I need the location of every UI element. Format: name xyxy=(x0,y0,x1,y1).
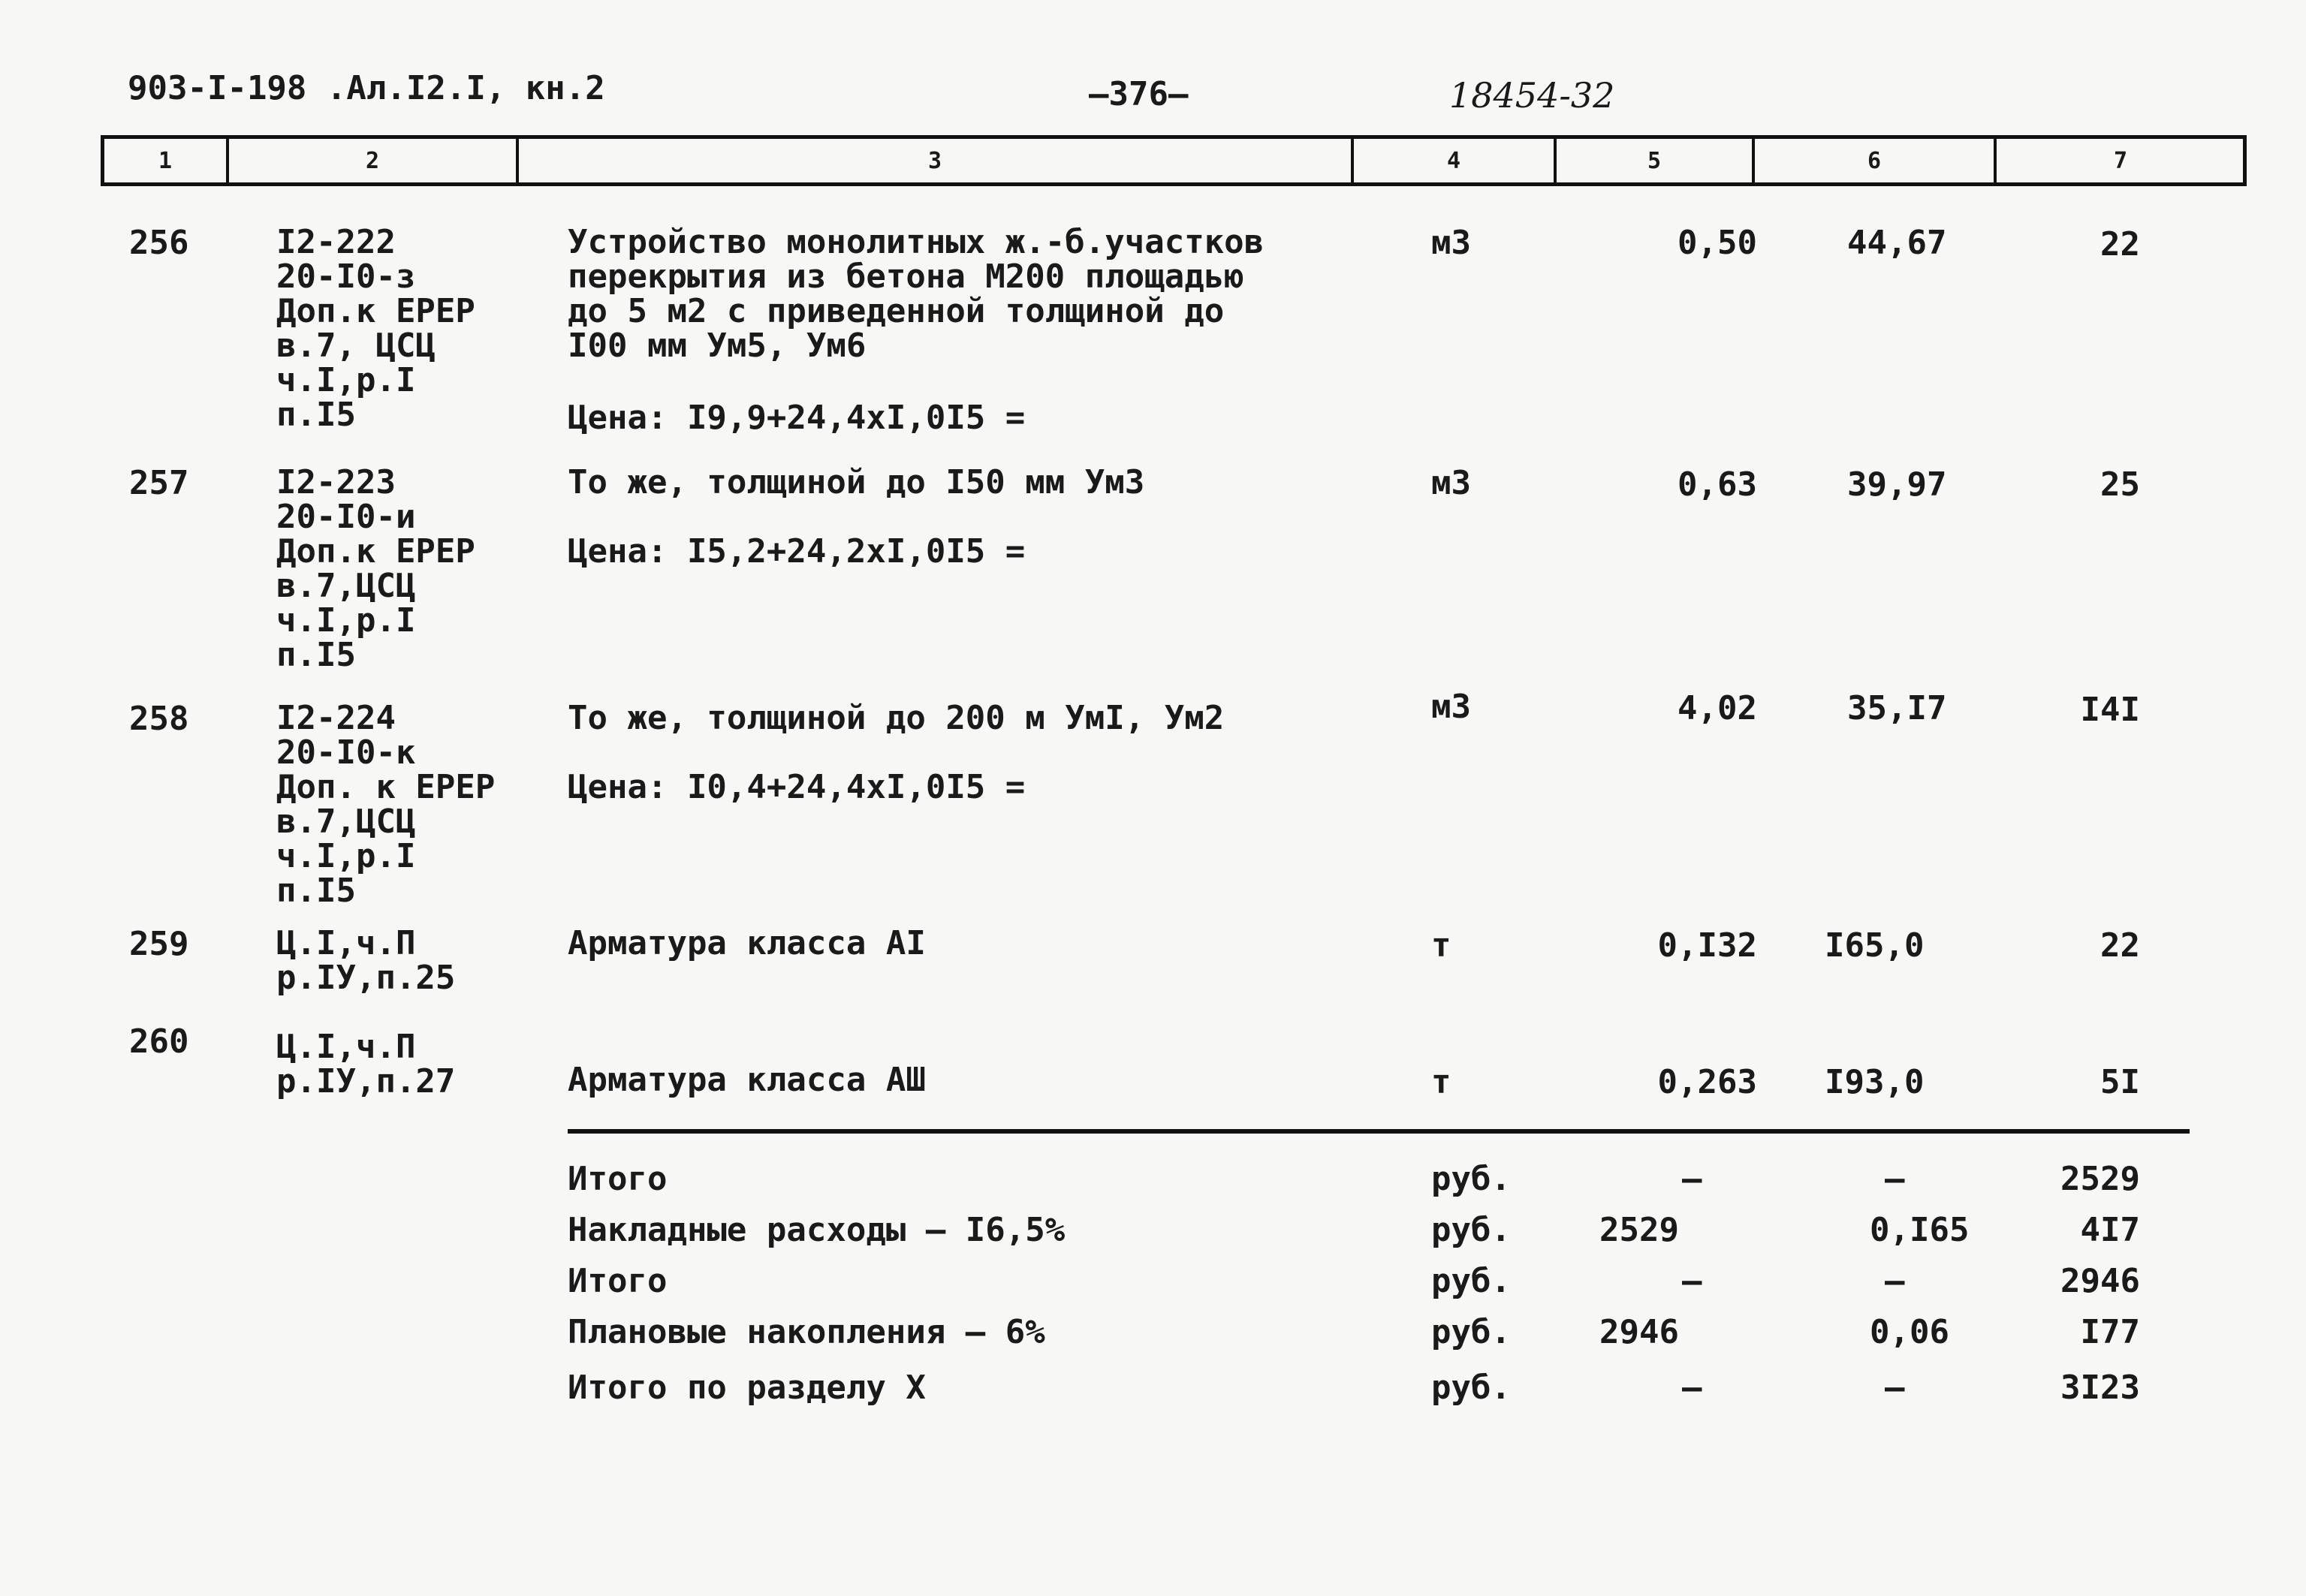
row-number: 256 xyxy=(129,224,189,262)
row-quantity: 4,02 xyxy=(1678,689,1757,727)
summary-label: Итого xyxy=(568,1160,668,1198)
row-quantity: 0,263 xyxy=(1657,1063,1757,1101)
row-reference: Ц.I,ч.П р.IУ,п.25 xyxy=(276,924,456,997)
row-description: То же, толщиной до I50 мм Ум3 xyxy=(568,463,1145,501)
summary-label: Накладные расходы – I6,5% xyxy=(568,1211,1066,1249)
column-number: 6 xyxy=(1867,148,1882,174)
summary-unit: руб. xyxy=(1431,1313,1511,1351)
row-description: Арматура класса АI xyxy=(568,924,926,962)
row-number: 257 xyxy=(129,464,189,502)
summary-total: I77 xyxy=(2080,1313,2140,1351)
row-reference: I2-222 20-I0-з Доп.к ЕРЕР в.7, ЦСЦ ч.I,р.I п.I5 xyxy=(276,223,475,434)
handwritten-reference: 18454-32 xyxy=(1449,75,1615,116)
column-header-row xyxy=(101,135,2247,186)
column-number: 2 xyxy=(365,148,380,174)
summary-label: Итого по разделу X xyxy=(568,1369,926,1407)
column-number: 3 xyxy=(927,148,942,174)
summary-base: – xyxy=(1682,1262,1702,1300)
row-reference: Ц.I,ч.П р.IУ,п.27 xyxy=(276,1028,456,1101)
page-number: —376— xyxy=(1089,75,1189,113)
column-number: 5 xyxy=(1647,148,1662,174)
summary-unit: руб. xyxy=(1431,1369,1511,1407)
row-reference: I2-224 20-I0-к Доп. к ЕРЕР в.7,ЦСЦ ч.I,р.I п.I5 xyxy=(276,699,496,910)
summary-base: 2529 xyxy=(1599,1211,1679,1249)
row-unit: м3 xyxy=(1431,688,1471,726)
row-description: То же, толщиной до 200 м УмI, Ум2 xyxy=(568,699,1225,737)
row-price-formula: Цена: I9,9+24,4хI,0I5 = xyxy=(568,399,1026,437)
row-total: 25 xyxy=(2100,465,2140,504)
row-total: 22 xyxy=(2100,926,2140,965)
row-unit: м3 xyxy=(1431,224,1471,262)
row-unit-price: 39,97 xyxy=(1847,465,1947,504)
summary-base: – xyxy=(1682,1160,1702,1198)
summary-label: Плановые накопления – 6% xyxy=(568,1313,1045,1351)
summary-divider xyxy=(568,1129,2190,1134)
row-quantity: 0,63 xyxy=(1678,465,1757,504)
summary-rate: 0,I65 xyxy=(1870,1211,1970,1249)
summary-rate: – xyxy=(1885,1160,1905,1198)
row-unit: м3 xyxy=(1431,464,1471,502)
summary-unit: руб. xyxy=(1431,1160,1511,1198)
document-code: 903-I-198 .Ал.I2.I, кн.2 xyxy=(128,69,605,107)
column-number: 1 xyxy=(158,148,173,174)
summary-rate: – xyxy=(1885,1369,1905,1407)
row-unit-price: 44,67 xyxy=(1847,224,1947,262)
row-reference: I2-223 20-I0-и Доп.к ЕРЕР в.7,ЦСЦ ч.I,р.I п.I5 xyxy=(276,463,475,674)
row-unit-price: I65,0 xyxy=(1825,926,1925,965)
row-price-formula: Цена: I0,4+24,4хI,0I5 = xyxy=(568,768,1026,806)
row-total: 5I xyxy=(2100,1063,2140,1101)
summary-base: 2946 xyxy=(1599,1313,1679,1351)
row-price-formula: Цена: I5,2+24,2хI,0I5 = xyxy=(568,532,1026,571)
summary-label: Итого xyxy=(568,1262,668,1300)
row-number: 260 xyxy=(129,1022,189,1061)
row-quantity: 0,I32 xyxy=(1657,926,1757,965)
row-unit: т xyxy=(1431,926,1451,965)
row-description: Устройство монолитных ж.-б.участков перекрытия из бетона М200 площадью до 5 м2 с приведенной толщиной до I00 мм Ум5, Ум6 xyxy=(568,223,1265,365)
row-unit-price: I93,0 xyxy=(1825,1063,1925,1101)
row-quantity: 0,50 xyxy=(1678,224,1757,262)
column-number: 4 xyxy=(1446,148,1461,174)
row-unit-price: 35,I7 xyxy=(1847,689,1947,727)
row-number: 259 xyxy=(129,925,189,963)
row-description: Арматура класса АШ xyxy=(568,1061,926,1099)
summary-total: 4I7 xyxy=(2080,1211,2140,1249)
row-unit: т xyxy=(1431,1063,1451,1101)
column-number: 7 xyxy=(2113,148,2128,174)
summary-rate: – xyxy=(1885,1262,1905,1300)
summary-unit: руб. xyxy=(1431,1211,1511,1249)
summary-base: – xyxy=(1682,1369,1702,1407)
summary-total: 3I23 xyxy=(2060,1369,2140,1407)
row-total: 22 xyxy=(2100,225,2140,263)
row-number: 258 xyxy=(129,700,189,738)
summary-total: 2946 xyxy=(2060,1262,2140,1300)
row-total: I4I xyxy=(2080,691,2140,729)
summary-rate: 0,06 xyxy=(1870,1313,1949,1351)
summary-total: 2529 xyxy=(2060,1160,2140,1198)
summary-unit: руб. xyxy=(1431,1262,1511,1300)
